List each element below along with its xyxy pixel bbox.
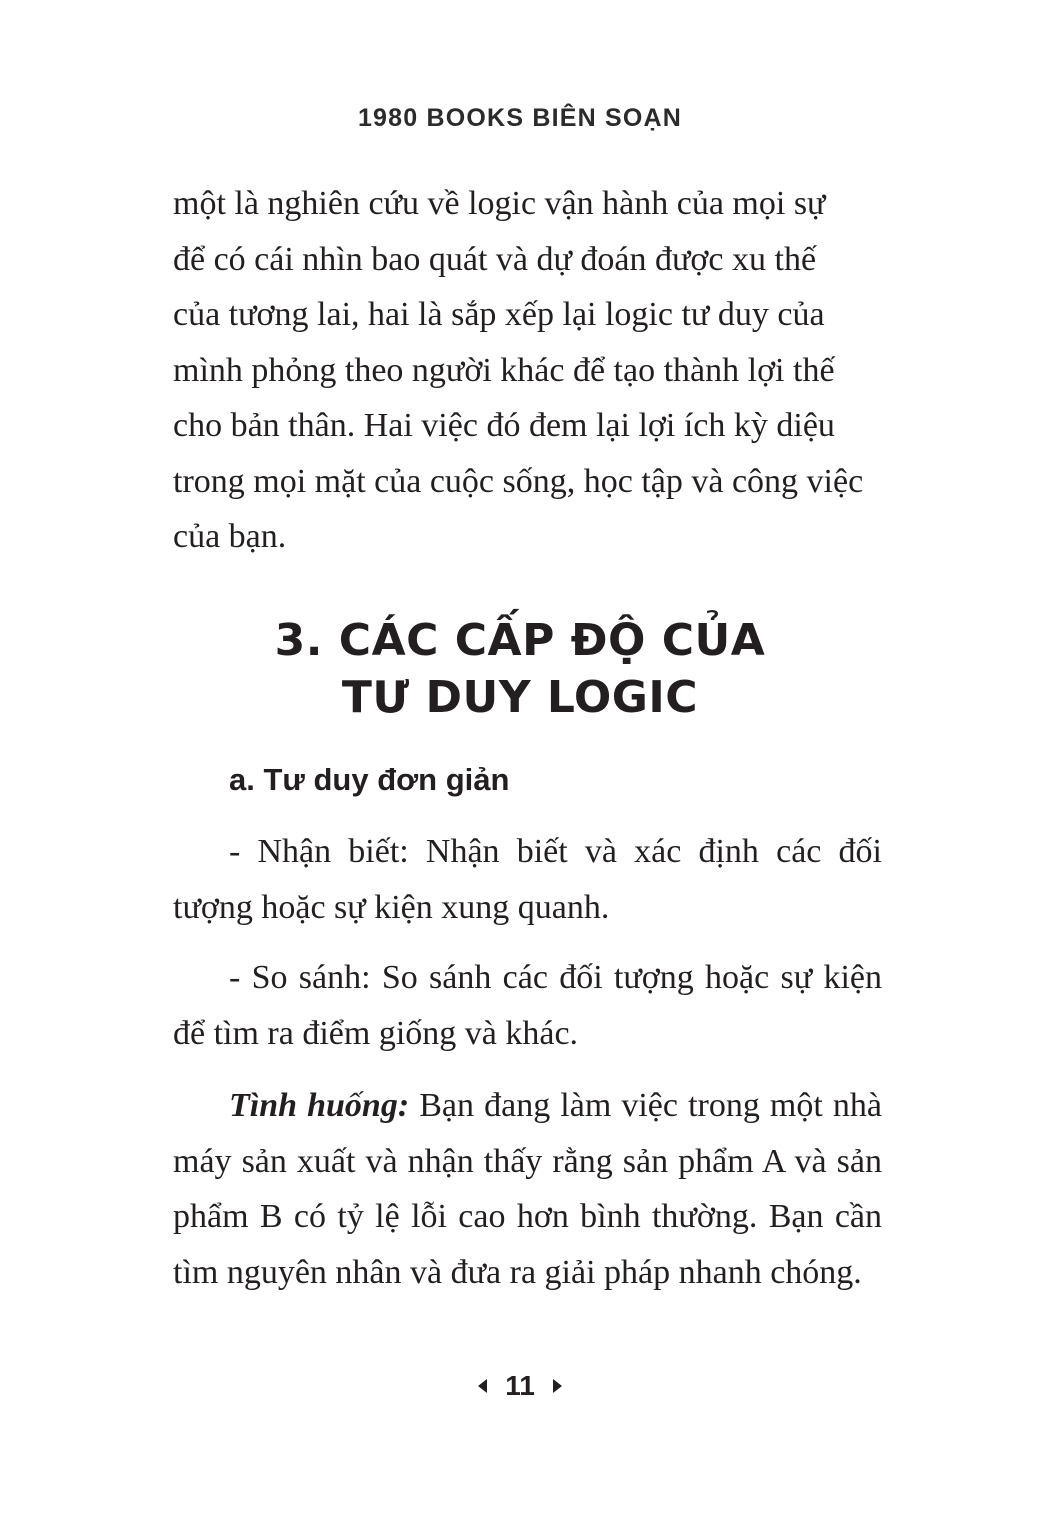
- subheading: a. Tư duy đơn giản: [229, 762, 510, 797]
- intro-line: cho bản thân. Hai việc đó đem lại lợi ích kỳ diệu: [173, 407, 835, 444]
- running-header: 1980 BOOKS BIÊN SOẠN: [357, 104, 683, 132]
- section-title-line-2: TƯ DUY LOGIC: [341, 672, 699, 723]
- scenario-paragraph: [173, 1078, 882, 1300]
- scenario-text: Bạn đang làm việc trong một nhà máy sản xuất và nhận thấy rằng sản phẩm A và sản phẩm B có tỷ lệ lỗi cao hơn bình thường. Bạn cần tìm nguyên nhân và đưa ra giải pháp nhanh chóng.: [173, 1087, 882, 1291]
- intro-line: mình phỏng theo người khác để tạo thành lợi thế: [173, 351, 835, 389]
- page-number: 11: [505, 1370, 535, 1401]
- bullet-paragraph-recognize: - Nhận biết: Nhận biết và xác định các đối tượng hoặc sự kiện xung quanh.: [173, 833, 882, 926]
- intro-line: để có cái nhìn bao quát và dự đoán được xu thế: [173, 240, 817, 278]
- bullet-paragraph-compare: - So sánh: So sánh các đối tượng hoặc sự kiện để tìm ra điểm giống và khác.: [173, 959, 882, 1052]
- section-title: [0, 612, 1040, 726]
- triangle-left-icon: [478, 1379, 487, 1393]
- intro-line: một là nghiên cứu về logic vận hành của mọi sự: [173, 185, 826, 222]
- intro-line: trong mọi mặt của cuộc sống, học tập và công việc: [173, 462, 864, 500]
- section-title-line-1: 3. CÁC CẤP ĐỘ CỦA: [274, 615, 766, 666]
- intro-line: của tương lai, hai là sắp xếp lại logic tư duy của: [173, 296, 825, 333]
- scenario-label: Tình huống:: [229, 1087, 410, 1124]
- triangle-right-icon: [553, 1379, 562, 1393]
- page-navigation: [0, 1370, 1040, 1402]
- intro-paragraph: [173, 176, 882, 565]
- intro-line: của bạn.: [173, 518, 287, 555]
